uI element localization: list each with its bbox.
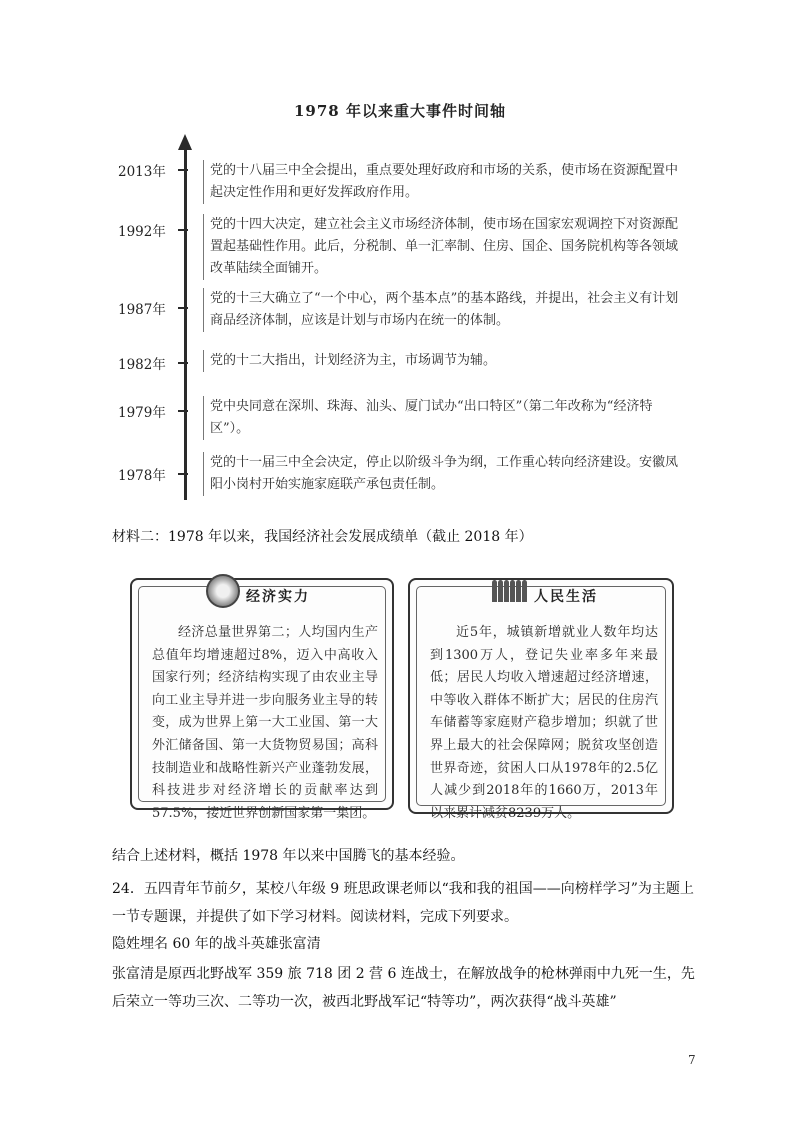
- card-header: [410, 572, 672, 612]
- timeline-event-text: 党的十三大确立了“一个中心，两个基本点”的基本路线，并提出，社会主义有计划商品经济体制，应该是计划与市场内在统一的体制。: [203, 288, 680, 332]
- material-caption: 材料二：1978 年以来，我国经济社会发展成绩单（截止 2018 年）: [112, 529, 533, 545]
- timeline-title: 1978 年以来重大事件时间轴: [294, 102, 506, 120]
- timeline-tick: [178, 473, 188, 475]
- timeline-entry: [118, 396, 678, 436]
- timeline-year: 2013年: [118, 164, 166, 180]
- timeline-entry: [118, 214, 679, 276]
- timeline-year: 1992年: [118, 224, 166, 240]
- card-body: 近5年，城镇新增就业人数年均达到1300万人，登记失业率多年来最低；居民人均收入增速超过经济增速，中等收入群体不断扩大；居民的住房汽车储蓄等家庭财产稳步增加；织就了世界上最大的社会保障网；脱贫攻坚创造世界奇迹，贫困人口从1978年的2.5亿人减少到2018年的1660万，2013年以来累计减贫8239万人。: [430, 625, 658, 821]
- timeline-year: 1979年: [118, 405, 166, 421]
- timeline-entry: [118, 350, 678, 390]
- card-people-life: [408, 578, 674, 821]
- people-group-icon: [492, 580, 527, 602]
- timeline-event-text: 党的十四大决定，建立社会主义市场经济体制，使市场在国家宏观调控下对资源配置起基础性作用。此后，分税制、单一汇率制、住房、国企、国务院机构等各领域改革陆续全面铺开。: [203, 214, 680, 280]
- timeline-tick: [178, 307, 188, 309]
- timeline-entry: [118, 288, 678, 328]
- timeline-tick: [178, 169, 188, 171]
- timeline-year: 1978年: [118, 468, 166, 484]
- question-24: 24．五四青年节前夕，某校八年级 9 班思政课老师以“我和我的祖国——向榜样学习”为主题上一节专题课，并提供了如下学习材料。阅读材料，完成下列要求。: [112, 881, 694, 925]
- timeline-tick: [178, 229, 188, 231]
- timeline-tick: [178, 410, 188, 412]
- question-text: 结合上述材料，概括 1978 年以来中国腾飞的基本经验。: [112, 848, 465, 864]
- timeline-year: 1987年: [118, 302, 166, 318]
- section-subheading: 隐姓埋名 60 年的战斗英雄张富清: [112, 936, 321, 952]
- timeline-year: 1982年: [118, 357, 166, 373]
- timeline-event-text: 党的十一届三中全会决定，停止以阶级斗争为纲，工作重心转向经济建设。安徽凤阳小岗村开始实施家庭联产承包责任制。: [203, 452, 680, 496]
- timeline-tick: [178, 362, 188, 364]
- card-header: [132, 572, 392, 612]
- card-economic-strength: [130, 578, 394, 821]
- card-title: 经济实力: [246, 589, 310, 605]
- timeline-event-text: 党的十八届三中全会提出，重点要处理好政府和市场的关系，使市场在资源配置中起决定性作用和更好发挥政府作用。: [203, 160, 680, 204]
- globe-emblem-icon: [206, 574, 240, 608]
- page-number: 7: [688, 1053, 696, 1067]
- timeline-entry: [118, 160, 678, 200]
- timeline-event-text: 党的十二大指出，计划经济为主，市场调节为辅。: [203, 350, 680, 372]
- card-title: 人民生活: [534, 589, 598, 605]
- story-paragraph: 张富清是原西北野战军 359 旅 718 团 2 营 6 连战士，在解放战争的枪林弹雨中九死一生，先后荣立一等功三次、二等功一次，被西北野战军记“特等功”，两次获得“战斗英雄”: [112, 966, 695, 1010]
- timeline-event-text: 党中央同意在深圳、珠海、汕头、厦门试办“出口特区”（第二年改称为“经济特区”）。: [203, 396, 680, 440]
- card-body: 经济总量世界第二；人均国内生产总值年均增速超过8%，迈入中高收入国家行列；经济结构实现了由农业主导向工业主导并进一步向服务业主导的转变，成为世界上第一大工业国、第一大外汇储备国、第一大货物贸易国；高科技制造业和战略性新兴产业蓬勃发展，科技进步对经济增长的贡献率达到57.5%，接近世界创新国家第一集团。: [152, 625, 378, 821]
- timeline-entry: [118, 452, 678, 492]
